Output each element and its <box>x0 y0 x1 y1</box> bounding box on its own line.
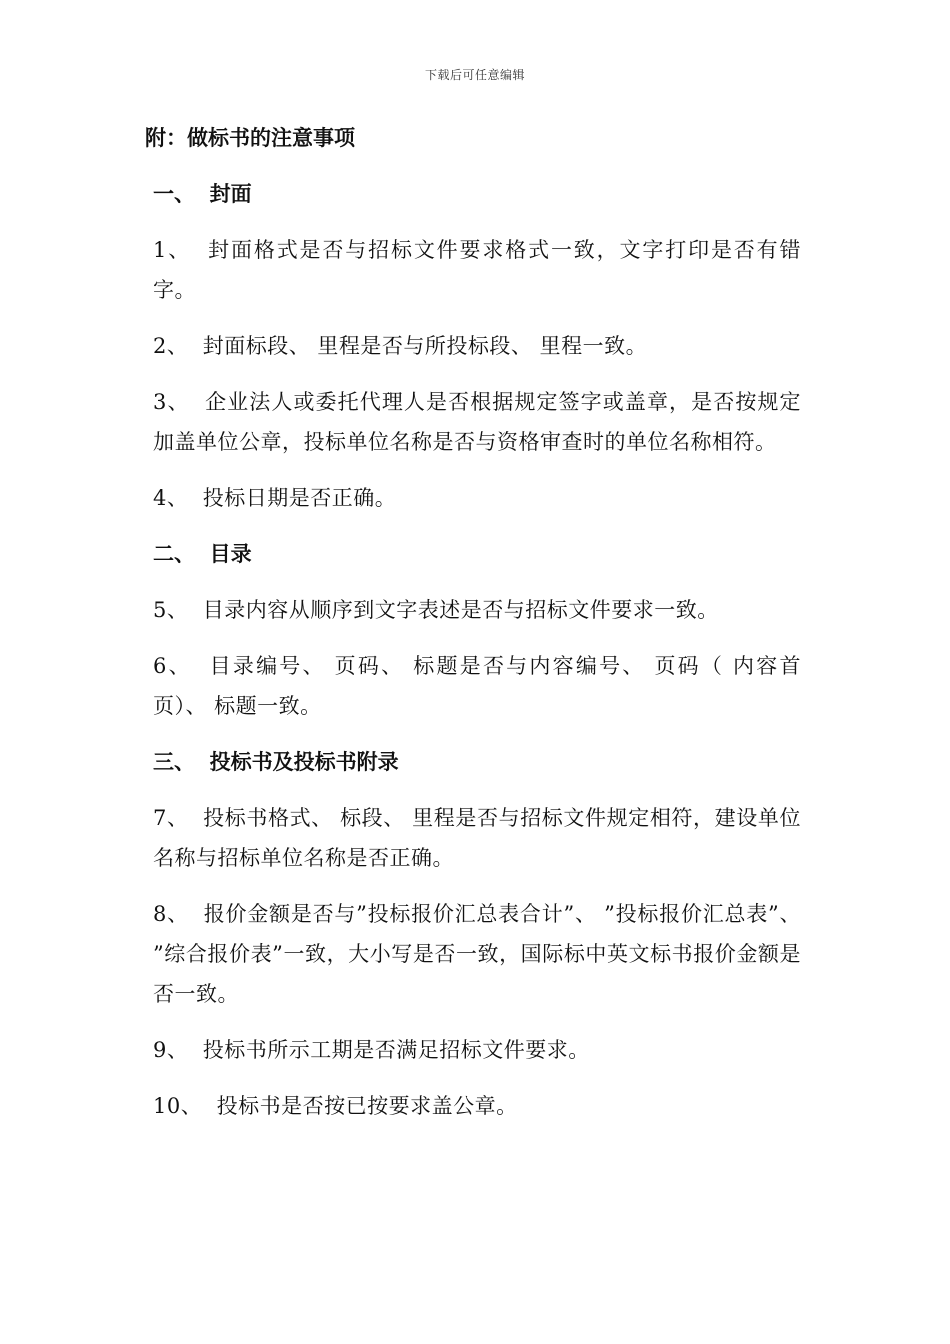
section-heading-cover: 一、 封面 <box>153 181 252 206</box>
item-text: 目录编号、 页码、 标题是否与内容编号、 页码（ 内容首页）、 标题一致。 <box>153 654 801 718</box>
list-item <box>153 1030 801 1070</box>
item-text: 投标书格式、 标段、 里程是否与招标文件规定相符，建设单位名称与招标单位名称是否正确。 <box>153 806 801 870</box>
item-number: 2、 <box>153 334 203 358</box>
item-text: 投标书所示工期是否满足招标文件要求。 <box>202 1038 590 1062</box>
section-heading-bid-letter: 三、 投标书及投标书附录 <box>153 749 399 774</box>
list-item <box>153 798 801 878</box>
item-text: 报价金额是否与”投标报价汇总表合计”、 ”投标报价汇总表”、 ”综合报价表”一致，大小写是否一致，国际标中英文标书报价金额是否一致。 <box>153 902 801 1006</box>
item-text: 封面格式是否与招标文件要求格式一致，文字打印是否有错字。 <box>153 238 802 302</box>
list-item <box>153 1086 801 1126</box>
list-item <box>153 326 801 366</box>
item-text: 投标书是否按已按要求盖公章。 <box>216 1094 518 1118</box>
item-number: 1、 <box>153 238 209 262</box>
item-number: 8、 <box>153 902 204 926</box>
list-item <box>153 382 801 462</box>
item-number: 9、 <box>153 1038 203 1062</box>
page-header-note: 下载后可任意编辑 <box>424 68 525 82</box>
list-item <box>153 478 801 518</box>
item-number: 7、 <box>153 806 204 830</box>
item-number: 3、 <box>153 390 206 414</box>
document-body <box>145 118 802 1142</box>
item-text: 目录内容从顺序到文字表述是否与招标文件要求一致。 <box>202 598 719 622</box>
item-number: 5、 <box>153 598 203 622</box>
item-text: 企业法人或委托代理人是否根据规定签字或盖章，是否按规定加盖单位公章，投标单位名称是否与资格审查时的单位名称相符。 <box>153 390 802 454</box>
list-item <box>153 646 801 726</box>
item-text: 投标日期是否正确。 <box>202 486 397 510</box>
list-item <box>153 230 801 310</box>
item-text: 封面标段、 里程是否与所投标段、 里程一致。 <box>202 334 648 358</box>
list-item <box>153 894 801 1014</box>
list-item <box>153 590 801 630</box>
section-heading-toc: 二、 目录 <box>153 541 252 566</box>
item-number: 4、 <box>153 486 203 510</box>
item-number: 6、 <box>153 654 210 678</box>
item-number: 10、 <box>153 1094 217 1118</box>
document-title: 附：做标书的注意事项 <box>145 125 355 150</box>
